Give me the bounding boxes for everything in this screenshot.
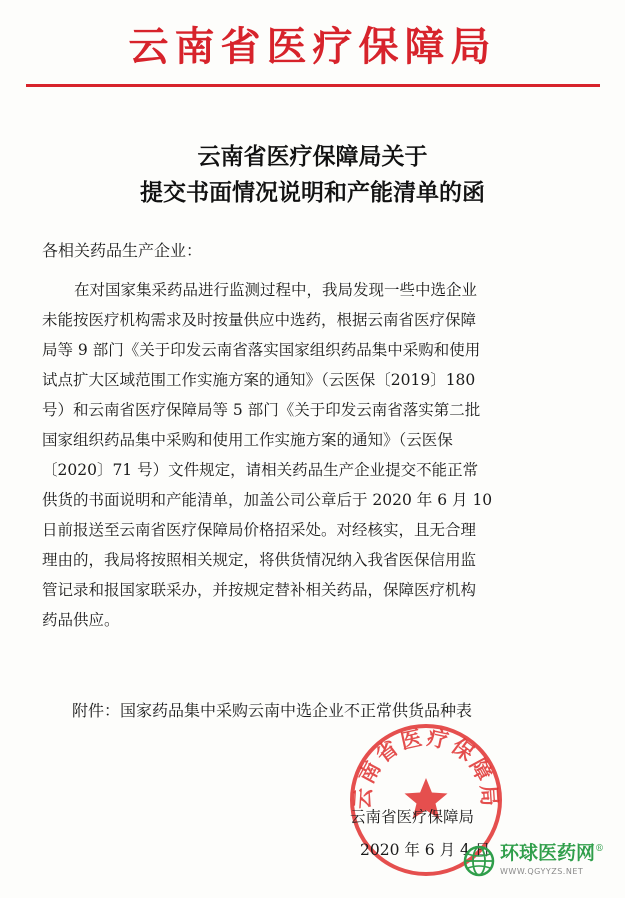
body-line: 国家组织药品集中采购和使用工作实施方案的通知》（云医保 — [42, 431, 453, 449]
letterhead — [0, 14, 625, 80]
document-title-line-2: 提交书面情况说明和产能清单的函 — [140, 179, 485, 206]
body-line: 理由的，我局将按照相关规定，将供货情况纳入我省医保信用监 — [42, 551, 477, 569]
registered-mark: ® — [595, 844, 605, 854]
body-line: 药品供应。 — [42, 611, 120, 629]
seal-text: 云南省医疗保障局 — [349, 724, 503, 810]
letterhead-rule — [26, 84, 600, 87]
document-title-line-1: 云南省医疗保障局关于 — [197, 143, 428, 170]
body-line: 日前报送至云南省医疗保障局价格招采处。对经核实，且无合理 — [42, 521, 477, 539]
attachment-note: 附件：国家药品集中采购云南中选企业不正常供货品种表 — [72, 701, 473, 720]
body-line: 未能按医疗机构需求及时按量供应中选药，根据云南省医疗保障 — [42, 311, 477, 329]
body-line: 〔2020〕71 号）文件规定，请相关药品生产企业提交不能正常 — [42, 461, 479, 479]
signer-name: 云南省医疗保障局 — [350, 808, 475, 826]
body-line: 局等 9 部门《关于印发云南省落实国家组织药品集中采购和使用 — [42, 341, 481, 359]
body-text — [42, 275, 588, 635]
body-line: 试点扩大区域范围工作实施方案的通知》（云医保〔2019〕180 — [42, 371, 476, 389]
globe-logo-icon — [462, 844, 496, 878]
body-line: 在对国家集采药品进行监测过程中，我局发现一些中选企业 — [74, 281, 478, 299]
site-watermark — [462, 844, 622, 888]
letterhead-org-name: 云南省医疗保障局 — [128, 23, 497, 70]
signing-date: 2020 年 6 月 4 日 — [360, 841, 491, 859]
body-line: 供货的书面说明和产能清单，加盖公司公章后于 2020 年 6 月 10 — [42, 491, 493, 509]
body-line: 号）和云南省医疗保障局等 5 部门《关于印发云南省落实第二批 — [42, 401, 481, 419]
watermark-name: 环球医药网 — [500, 842, 596, 864]
salutation: 各相关药品生产企业： — [42, 241, 203, 260]
watermark-url: WWW.QGYYZS.NET — [500, 867, 584, 876]
body-line: 管记录和报国家联采办，并按规定替补相关药品，保障医疗机构 — [42, 581, 477, 599]
